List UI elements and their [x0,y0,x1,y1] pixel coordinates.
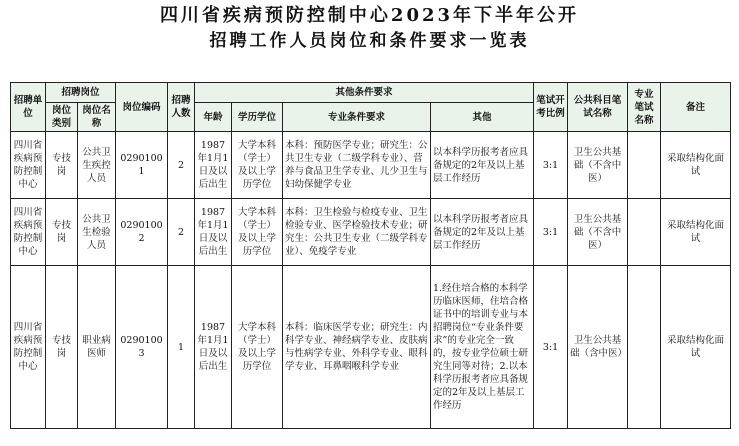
cell-unit: 四川省疾病预防控制中心 [11,199,46,266]
document-title-line2: 招聘工作人员岗位和条件要求一览表 [209,31,530,51]
cell-edu: 大学本科（学士）及以上学历学位 [232,266,283,429]
cell-prof-exam [628,266,661,429]
cell-num: 2 [168,199,195,266]
header-edu: 学历学位 [232,103,283,132]
header-unit: 招聘单位 [11,83,46,132]
table-row [11,266,731,429]
header-post-code: 岗位编码 [116,83,168,132]
cell-remark: 采取结构化面试 [661,132,731,199]
cell-category: 专技岗 [46,132,78,199]
cell-post-code: 02901002 [116,199,168,266]
cell-other: 以本科学历报考者应具备规定的2年及以上基层工作经历 [431,132,534,199]
header-other: 其他 [431,103,534,132]
header-prof-exam: 专业笔试名称 [628,83,661,132]
cell-num: 1 [168,266,195,429]
table-row [11,132,731,199]
cell-edu: 大学本科（学士）及以上学历学位 [232,132,283,199]
cell-major: 本科：卫生检验与检疫专业、卫生检验专业、医学检验技术专业；研究生：公共卫生专业（二级学科专业）、免疫学专业 [283,199,431,266]
table-row [11,199,731,266]
cell-public-exam: 卫生公共基础（含中医） [568,266,628,429]
cell-num: 2 [168,132,195,199]
cell-post-code: 02901001 [116,132,168,199]
cell-unit: 四川省疾病预防控制中心 [11,132,46,199]
cell-age: 1987年1月1日及以后出生 [195,199,232,266]
header-post-group: 招聘岗位 [46,83,116,103]
recruitment-table [10,82,731,429]
cell-major: 本科：临床医学专业；研究生：内科学专业、神经病学专业、皮肤病与性病学专业、外科学专业、眼科学专业、耳鼻咽喉科学专业 [283,266,431,429]
header-public-exam: 公共科目笔试名称 [568,83,628,132]
header-post-name: 岗位名称 [78,103,116,132]
cell-ratio: 3:1 [534,199,568,266]
cell-public-exam: 卫生公共基础（不含中医） [568,199,628,266]
cell-edu: 大学本科（学士）及以上学历学位 [232,199,283,266]
cell-public-exam: 卫生公共基础（不含中医） [568,132,628,199]
cell-unit: 四川省疾病预防控制中心 [11,266,46,429]
cell-ratio: 3:1 [534,132,568,199]
header-ratio: 笔试开考比例 [534,83,568,132]
header-num: 招聘人数 [168,83,195,132]
cell-prof-exam [628,132,661,199]
header-age: 年龄 [195,103,232,132]
cell-post-code: 02901003 [116,266,168,429]
cell-category: 专技岗 [46,199,78,266]
cell-age: 1987年1月1日及以后出生 [195,132,232,199]
cell-category: 专技岗 [46,266,78,429]
cell-remark: 采取结构化面试 [661,199,731,266]
cell-prof-exam [628,199,661,266]
cell-other: 以本科学历报考者应具备规定的2年及以上基层工作经历 [431,199,534,266]
header-major: 专业条件要求 [283,103,431,132]
cell-post-name: 公共卫生疾控人员 [78,132,116,199]
cell-post-name: 职业病医师 [78,266,116,429]
cell-post-name: 公共卫生检验人员 [78,199,116,266]
cell-major: 本科：预防医学专业；研究生：公共卫生专业（二级学科专业）、营养与食品卫生学专业、儿少卫生与妇幼保健学专业 [283,132,431,199]
cell-other: 1.经住培合格的本科学历临床医师，住培合格证书中的培训专业与本招聘岗位“专业条件要求”的专业完全一致的，按专业学位硕士研究生同等对待；2.以本科学历报考者应具备规定的2年及以上基层工作经历 [431,266,534,429]
cell-age: 1987年1月1日及以后出生 [195,266,232,429]
header-other-conditions: 其他条件要求 [195,83,534,103]
document-title-line1: 四川省疾病预防控制中心2023年下半年公开 [159,5,580,26]
header-remark: 备注 [661,83,731,132]
header-post-category: 岗位类别 [46,103,78,132]
cell-remark: 采取结构化面试 [661,266,731,429]
cell-ratio: 3:1 [534,266,568,429]
header-row-1 [11,83,731,103]
